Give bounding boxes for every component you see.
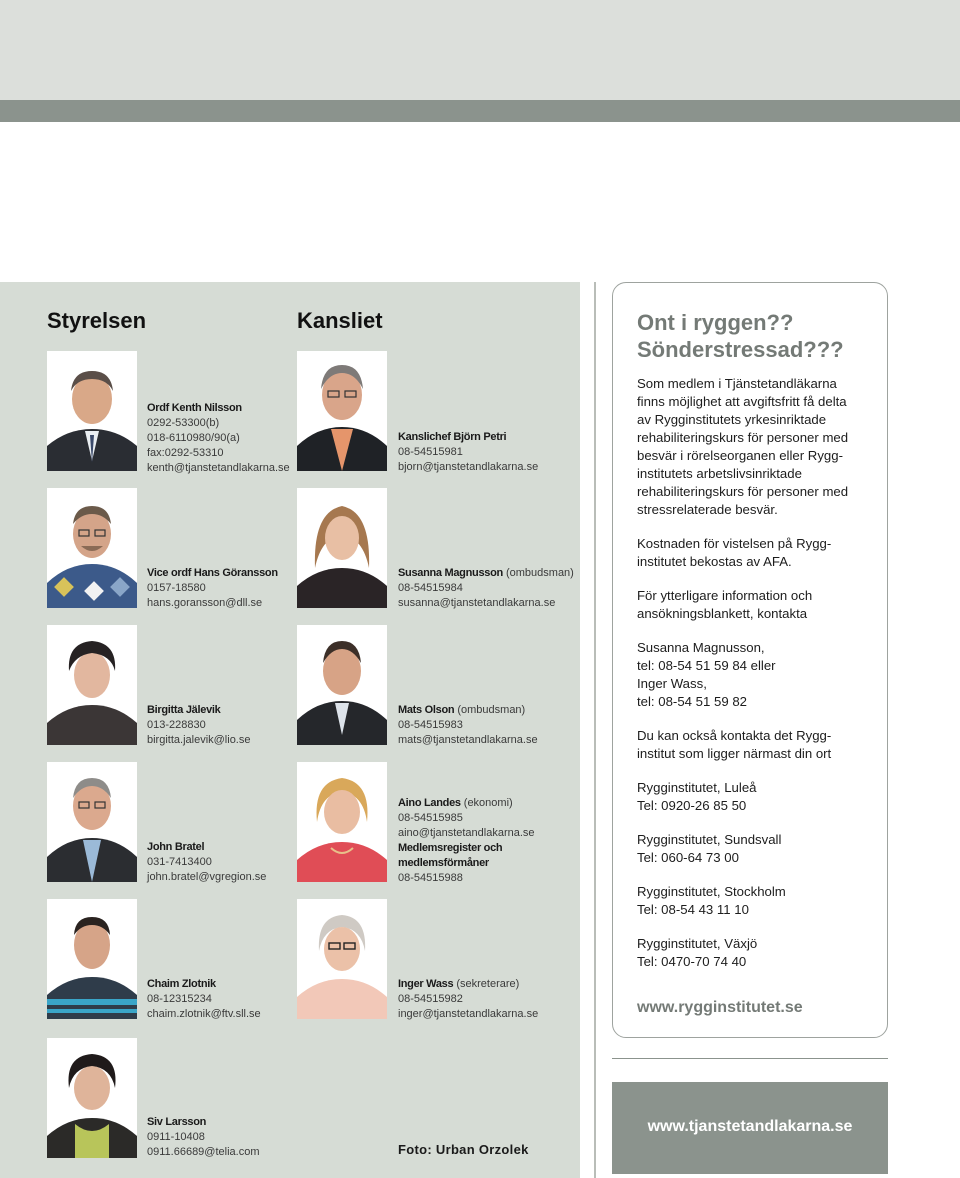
- info-paragraph: [637, 779, 877, 815]
- email-text: aino@tjanstetandlakarna.se: [398, 827, 535, 839]
- kansliet-heading: Kansliet: [297, 308, 383, 333]
- text-line: Du kan också kontakta det Rygg-: [637, 728, 832, 743]
- portrait-photo: [297, 351, 387, 471]
- contact-line: 013-228830: [147, 719, 206, 731]
- email-text: kenth@tjanstetandlakarna.se: [147, 462, 290, 474]
- staff-name: Kanslichef Björn Petri: [398, 431, 507, 443]
- staff-contact: [398, 430, 538, 475]
- info-body: [637, 375, 877, 987]
- staff-contact: [398, 566, 574, 611]
- text-line: finns möjlighet att avgiftsfritt få delta: [637, 394, 847, 409]
- email-text: susanna@tjanstetandlakarna.se: [398, 597, 556, 609]
- member-name: Chaim Zlotnik: [147, 978, 216, 990]
- email-text: chaim.zlotnik@ftv.sll.se: [147, 1008, 261, 1020]
- contact-line: 08-54515981: [398, 446, 463, 458]
- board-member-contact: [147, 840, 266, 885]
- text-line: Rygginstitutet, Luleå: [637, 780, 757, 795]
- portrait-photo: [297, 899, 387, 1019]
- portrait-photo: [47, 351, 137, 471]
- board-member-contact: [147, 401, 290, 476]
- email-text: mats@tjanstetandlakarna.se: [398, 734, 538, 746]
- info-paragraph: [637, 831, 877, 867]
- contact-line: 08-54515985: [398, 812, 463, 824]
- rygginstitutet-link[interactable]: www.rygginstitutet.se: [637, 999, 803, 1016]
- staff-name: Mats Olson: [398, 704, 455, 716]
- email-text: john.bratel@vgregion.se: [147, 871, 267, 883]
- staff-name: Susanna Magnusson: [398, 567, 503, 579]
- info-paragraph: [637, 375, 877, 519]
- text-line: Tel: 0920-26 85 50: [637, 798, 747, 813]
- info-title: [637, 309, 844, 363]
- portrait-photo: [47, 625, 137, 745]
- text-line: För ytterligare information och: [637, 588, 813, 603]
- email-text: birgitta.jalevik@lio.se: [147, 734, 251, 746]
- styrelsen-heading: Styrelsen: [47, 308, 147, 333]
- text-line: Rygginstitutet, Sundsvall: [637, 832, 782, 847]
- board-member-contact: [147, 1115, 259, 1160]
- text-line: ansökningsblankett, kontakta: [637, 606, 808, 621]
- portrait-photo: [47, 1038, 137, 1158]
- portrait-photo: [47, 899, 137, 1019]
- contact-line: 0157-18580: [147, 582, 206, 594]
- contact-line: 0911-10408: [147, 1131, 205, 1143]
- staff-contact: [398, 703, 538, 748]
- info-paragraph: [637, 727, 877, 763]
- info-paragraph: [637, 535, 877, 571]
- portrait-photo: [297, 762, 387, 882]
- contact-line: 08-54515982: [398, 993, 463, 1005]
- text-line: av Rygginstitutets yrkesinriktade: [637, 412, 827, 427]
- text-line: Rygginstitutet, Växjö: [637, 936, 758, 951]
- text-line: besvär i rörelseorganen eller Rygg-: [637, 448, 843, 463]
- text-line: Tel: 08-54 43 11 10: [637, 902, 749, 917]
- member-name: John Bratel: [147, 841, 205, 853]
- email-text: bjorn@tjanstetandlakarna.se: [398, 461, 539, 473]
- text-line: tel: 08-54 51 59 82: [637, 694, 747, 709]
- info-paragraph: [637, 587, 877, 623]
- text-line: rehabiliteringskurs för personer med: [637, 484, 849, 499]
- photo-credit: Foto: Urban Orzolek: [398, 1142, 529, 1157]
- portrait-photo: [47, 488, 137, 608]
- email-text: inger@tjanstetandlakarna.se: [398, 1008, 539, 1020]
- text-line: stressrelaterade besvär.: [637, 502, 778, 517]
- text-line: institutet bekostas av AFA.: [637, 554, 792, 569]
- text-line: Tel: 060-64 73 00: [637, 850, 739, 865]
- tjanstetandlakarna-link[interactable]: www.tjanstetandlakarna.se: [647, 1118, 853, 1135]
- member-name: Ordf Kenth Nilsson: [147, 402, 242, 414]
- staff-role: (ekonomi): [460, 797, 513, 809]
- contact-line: 08-54515983: [398, 719, 463, 731]
- info-box: [612, 282, 888, 1038]
- text-line: Inger Wass,: [637, 676, 707, 691]
- top-stripe: [0, 100, 960, 122]
- contact-line: 018-6110980/90(a): [147, 432, 240, 444]
- info-title-line: Ont i ryggen??: [637, 310, 794, 335]
- staff-name: Inger Wass: [398, 978, 454, 990]
- info-title-line: Sönderstressad???: [637, 337, 844, 362]
- contact-line: fax:0292-53310: [147, 447, 224, 459]
- staff-contact: [398, 977, 538, 1022]
- section-label: medlemsförmåner: [398, 857, 489, 869]
- text-line: Susanna Magnusson,: [637, 640, 765, 655]
- staff-name: Aino Landes: [398, 797, 461, 809]
- contact-line: 031-7413400: [147, 856, 212, 868]
- info-paragraph: [637, 935, 877, 971]
- text-line: Rygginstitutet, Stockholm: [637, 884, 786, 899]
- portrait-photo: [297, 488, 387, 608]
- portrait-photo: [47, 762, 137, 882]
- info-paragraph: [637, 883, 877, 919]
- member-name: Birgitta Jälevik: [147, 704, 221, 716]
- email-text: 0911.66689@telia.com: [147, 1146, 260, 1158]
- contact-line: 0292-53300(b): [147, 417, 220, 429]
- staff-role: (sekreterare): [453, 978, 520, 990]
- text-line: Som medlem i Tjänstetandläkarna: [637, 376, 837, 391]
- contact-line: 08-12315234: [147, 993, 212, 1005]
- text-line: Kostnaden för vistelsen på Rygg-: [637, 536, 832, 551]
- board-member-contact: [147, 566, 278, 611]
- footer-box: [612, 1082, 888, 1174]
- portrait-photo: [297, 625, 387, 745]
- email-text: hans.goransson@dll.se: [147, 597, 263, 609]
- member-name: Vice ordf Hans Göransson: [147, 567, 278, 579]
- staff-contact: [398, 796, 535, 886]
- member-name: Siv Larsson: [147, 1116, 207, 1128]
- text-line: rehabiliteringskurs för personer med: [637, 430, 849, 445]
- text-line: Tel: 0470-70 74 40: [637, 954, 747, 969]
- contact-line: 08-54515984: [398, 582, 463, 594]
- staff-role: (ombudsman): [502, 567, 574, 579]
- text-line: institut som ligger närmast din ort: [637, 746, 832, 761]
- horizontal-rule: [612, 1058, 888, 1059]
- column-divider: [594, 282, 596, 1178]
- text-line: tel: 08-54 51 59 84 eller: [637, 658, 776, 673]
- text-line: institutets arbetslivsinriktade: [637, 466, 802, 481]
- top-band: [0, 0, 960, 100]
- info-paragraph: [637, 639, 877, 711]
- section-label: Medlemsregister och: [398, 842, 503, 854]
- board-member-contact: [147, 703, 251, 748]
- contact-line: 08-54515988: [398, 872, 463, 884]
- staff-role: (ombudsman): [454, 704, 526, 716]
- board-member-contact: [147, 977, 261, 1022]
